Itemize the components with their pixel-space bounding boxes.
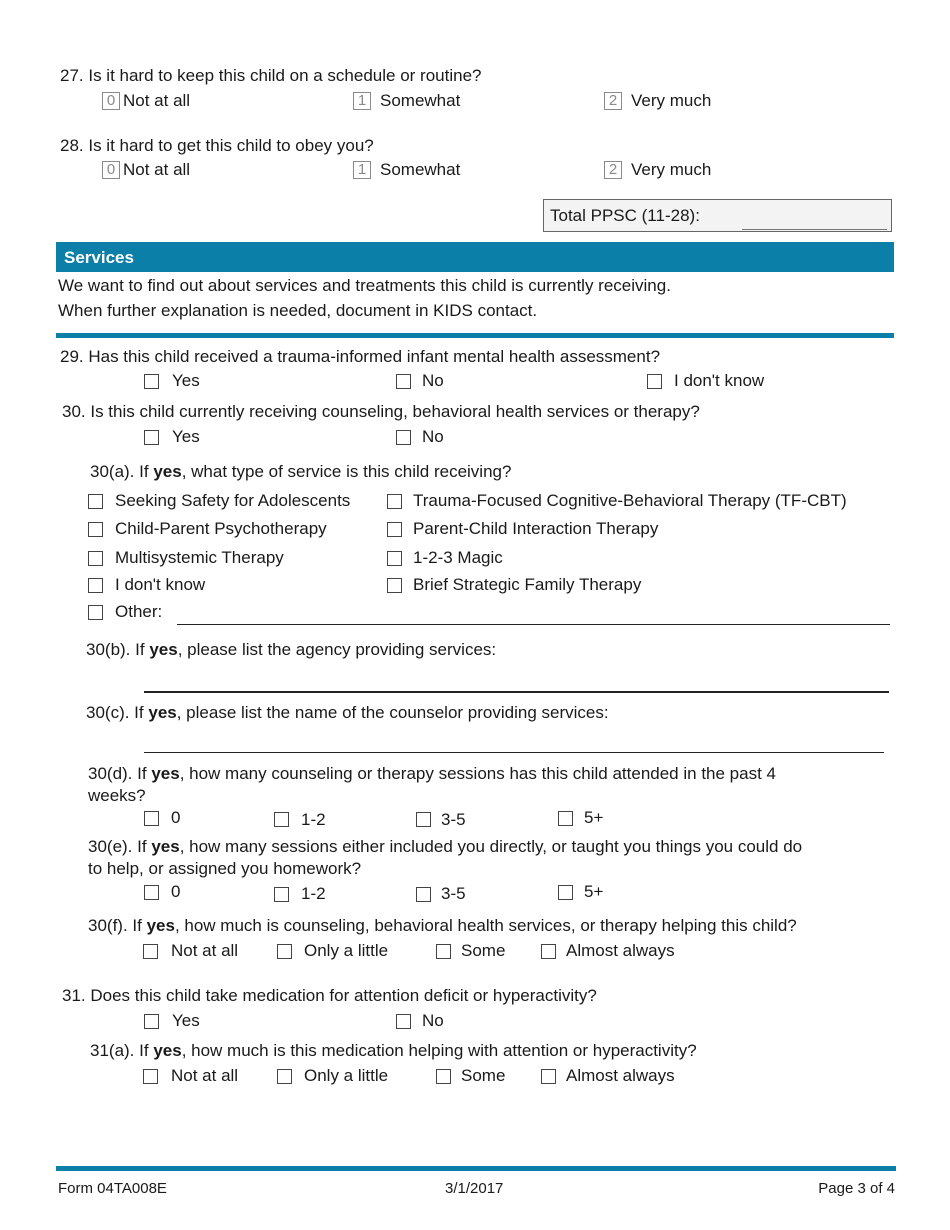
services-section-header (56, 242, 894, 272)
q28-option-0-box[interactable]: 0 (102, 161, 120, 179)
q30e-option-0-checkbox[interactable] (144, 885, 159, 900)
q27-option-1-box[interactable]: 1 (353, 92, 371, 110)
q30d-option-5-plus-checkbox[interactable] (558, 811, 573, 826)
q30f-almost-always-checkbox[interactable] (541, 944, 556, 959)
footer-divider (56, 1166, 896, 1171)
q30d-text: 30(d). If yes, how many counseling or therapy sessions has this child attended in the past 4 (88, 764, 776, 783)
q30a-dont-know-checkbox[interactable] (88, 578, 103, 593)
q30b-text: 30(b). If yes, please list the agency providing services: (86, 640, 497, 659)
q30-no-checkbox[interactable] (396, 430, 411, 445)
services-title: Services (64, 248, 134, 267)
q30f-not-at-all-checkbox[interactable] (143, 944, 158, 959)
q30f-only-a-little-label: Only a little (304, 941, 389, 960)
q29-no-checkbox[interactable] (396, 374, 411, 389)
q30a-other-checkbox[interactable] (88, 605, 103, 620)
total-ppsc-field[interactable] (742, 229, 887, 230)
q29-yes-checkbox[interactable] (144, 374, 159, 389)
q29-yes-label: Yes (172, 371, 200, 390)
q27-option-0-box[interactable]: 0 (102, 92, 120, 110)
q30a-multisystemic-checkbox[interactable] (88, 551, 103, 566)
q30a-multisystemic-label: Multisystemic Therapy (115, 548, 284, 567)
footer-page-number: Page 3 of 4 (818, 1180, 895, 1197)
q30-yes-checkbox[interactable] (144, 430, 159, 445)
q30f-some-label: Some (461, 941, 506, 960)
q30a-other-field[interactable] (177, 624, 890, 625)
q27-option-2-label: Very much (631, 91, 712, 110)
q28-option-0-label: Not at all (123, 160, 191, 179)
q30e-option-3-5-checkbox[interactable] (416, 887, 431, 902)
q30a-other-label: Other: (115, 602, 163, 621)
q27-text: 27. Is it hard to keep this child on a schedule or routine? (60, 66, 482, 85)
q30a-tf-cbt-checkbox[interactable] (387, 494, 402, 509)
q28-option-2-label: Very much (631, 160, 712, 179)
q30-text: 30. Is this child currently receiving counseling, behavioral health services or therapy? (62, 402, 700, 421)
services-intro-line2: When further explanation is needed, document in KIDS contact. (58, 301, 538, 320)
q30e-option-3-5-label: 3-5 (441, 884, 466, 903)
q30a-child-parent-checkbox[interactable] (88, 522, 103, 537)
q31a-some-label: Some (461, 1066, 506, 1085)
q31a-not-at-all-checkbox[interactable] (143, 1069, 158, 1084)
q31-no-label: No (422, 1011, 444, 1030)
total-ppsc-label: Total PPSC (11-28): (550, 206, 700, 225)
q30a-text: 30(a). If yes, what type of service is this child receiving? (90, 462, 512, 481)
q31a-not-at-all-label: Not at all (171, 1066, 239, 1085)
q30c-counselor-field[interactable] (144, 752, 884, 753)
q30a-dont-know-label: I don't know (115, 575, 206, 594)
q30d-option-5-plus-label: 5+ (584, 808, 604, 827)
q30a-tf-cbt-label: Trauma-Focused Cognitive-Behavioral Therapy (TF-CBT) (413, 491, 847, 510)
total-ppsc-box (543, 199, 892, 232)
q31-yes-label: Yes (172, 1011, 200, 1030)
q29-dont-know-checkbox[interactable] (647, 374, 662, 389)
q31a-only-a-little-checkbox[interactable] (277, 1069, 292, 1084)
q30d-option-1-2-label: 1-2 (301, 810, 326, 829)
q30a-bsft-checkbox[interactable] (387, 578, 402, 593)
q30d-option-0-label: 0 (171, 808, 181, 827)
q30a-bsft-label: Brief Strategic Family Therapy (413, 575, 642, 594)
q31a-almost-always-label: Almost always (566, 1066, 675, 1085)
q30a-123-magic-checkbox[interactable] (387, 551, 402, 566)
q30e-option-1-2-checkbox[interactable] (274, 887, 289, 902)
q30d-option-3-5-label: 3-5 (441, 810, 466, 829)
q29-no-label: No (422, 371, 444, 390)
q31a-almost-always-checkbox[interactable] (541, 1069, 556, 1084)
q30d-option-0-checkbox[interactable] (144, 811, 159, 826)
q30c-text: 30(c). If yes, please list the name of the counselor providing services: (86, 703, 609, 722)
q30b-agency-field[interactable] (144, 691, 889, 693)
q27-option-0-label: Not at all (123, 91, 191, 110)
q30f-only-a-little-checkbox[interactable] (277, 944, 292, 959)
q28-option-2-box[interactable]: 2 (604, 161, 622, 179)
q30a-123-magic-label: 1-2-3 Magic (413, 548, 503, 567)
q28-option-1-box[interactable]: 1 (353, 161, 371, 179)
q28-option-1-label: Somewhat (380, 160, 461, 179)
q30e-option-1-2-label: 1-2 (301, 884, 326, 903)
q31a-only-a-little-label: Only a little (304, 1066, 389, 1085)
q30e-text: 30(e). If yes, how many sessions either included you directly, or taught you things you could do (88, 837, 803, 856)
q30d-text-line2: weeks? (88, 786, 146, 805)
q30f-text: 30(f). If yes, how much is counseling, behavioral health services, or therapy helping this child? (88, 916, 797, 935)
q29-dont-know-label: I don't know (674, 371, 765, 390)
q27-option-1-label: Somewhat (380, 91, 461, 110)
q30e-option-5-plus-label: 5+ (584, 882, 604, 901)
q30e-option-0-label: 0 (171, 882, 181, 901)
q28-text: 28. Is it hard to get this child to obey you? (60, 136, 374, 155)
q31a-some-checkbox[interactable] (436, 1069, 451, 1084)
q30a-pcit-label: Parent-Child Interaction Therapy (413, 519, 659, 538)
q30a-child-parent-label: Child-Parent Psychotherapy (115, 519, 327, 538)
q31a-text: 31(a). If yes, how much is this medication helping with attention or hyperactivity? (90, 1041, 697, 1060)
q30f-some-checkbox[interactable] (436, 944, 451, 959)
q30-no-label: No (422, 427, 444, 446)
q31-text: 31. Does this child take medication for attention deficit or hyperactivity? (62, 986, 597, 1005)
q29-text: 29. Has this child received a trauma-informed infant mental health assessment? (60, 347, 661, 366)
q30a-pcit-checkbox[interactable] (387, 522, 402, 537)
q30-yes-label: Yes (172, 427, 200, 446)
q30f-not-at-all-label: Not at all (171, 941, 239, 960)
q30a-seeking-safety-label: Seeking Safety for Adolescents (115, 491, 351, 510)
services-intro-line1: We want to find out about services and treatments this child is currently receiving. (58, 276, 671, 295)
q30d-option-3-5-checkbox[interactable] (416, 812, 431, 827)
q30f-almost-always-label: Almost always (566, 941, 675, 960)
q31-yes-checkbox[interactable] (144, 1014, 159, 1029)
q30e-option-5-plus-checkbox[interactable] (558, 885, 573, 900)
q30a-seeking-safety-checkbox[interactable] (88, 494, 103, 509)
q30d-option-1-2-checkbox[interactable] (274, 812, 289, 827)
q30e-text-line2: to help, or assigned you homework? (88, 859, 362, 878)
q31-no-checkbox[interactable] (396, 1014, 411, 1029)
footer-form-number: Form 04TA008E (58, 1180, 167, 1197)
q27-option-2-box[interactable]: 2 (604, 92, 622, 110)
services-divider (56, 333, 894, 338)
footer-date: 3/1/2017 (445, 1180, 504, 1197)
